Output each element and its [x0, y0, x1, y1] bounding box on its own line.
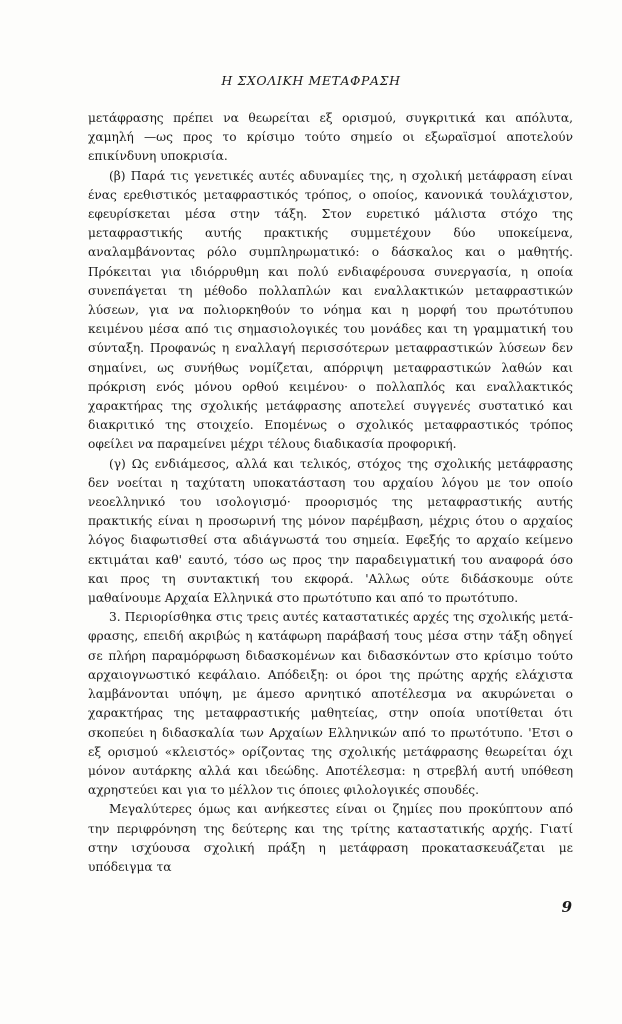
paragraph-continuation: μετάφρασης πρέπει να θεωρείται εξ ορισμού, συγκριτικά και απόλυτα, χαμηλή —ως προς το κρίσιμο τούτο σημείο οι εξωραϊσμοί αποτελούν επικίνδυνη υποκρισία.: [88, 111, 573, 164]
page-number: 9: [561, 898, 572, 916]
running-head-title: Η ΣΧΟΛΙΚΗ ΜΕΤΑΦΡΑΣΗ: [221, 73, 401, 88]
body-text: [88, 109, 573, 877]
paragraph-closing: Μεγαλύτερες όμως και ανήκεστες είναι οι ζημίες που προκύπτουν από την περιφρόνηση της δεύτερης και της τρίτης καταστατικής αρχής. Γιατί στην ισχύουσα σχολική πράξη η μετάφραση προκατασκευάζεται με υπόδειγμα τα: [88, 802, 573, 874]
paragraph-beta: (β) Παρά τις γενετικές αυτές αδυναμίες της, η σχολική μετάφραση είναι ένας ερεθιστικός μεταφραστικός τρόπος, ο οποίος, κανονικά τουλάχιστον, εφευρίσκεται μέσα στην τάξη. Στον ευρετικό μάλιστα στόχο της μεταφραστικής αυτής πρακτικής συμμετέχουν δύο υποκείμενα, αναλαμβάνοντας ρόλο συμπληρωματικό: ο δάσκαλος και ο μαθητής. Πρόκειται για ιδιόρρυθμη και πολύ ενδιαφέρουσα συνεργασία, η οποία συνεπάγεται τη μέθοδο πολλαπλών και εναλλακτικών μεταφραστικών λύσεων, για να πολιορκηθούν το νόημα και η μορφή του πρωτότυπου κειμένου μέσα από τις σημασιολογικές του μονάδες και τη γραμματική του σύνταξη. Προφανώς η εναλλαγή περισσότερων μεταφραστικών λύσεων δεν σημαίνει, ως συνήθως νομίζεται, απόρριψη μεταφραστικών λαθών και πρόκριση ενός μόνου ορθού κειμένου· ο πολλαπλός και εναλλακτικός χαρακτήρας της σχολικής μετάφρασης αποτελεί συγγενές συστατικό και διακριτικό της στοιχείο. Επομένως ο σχολικός μεταφραστικός τρόπος οφείλει να παραμείνει μέχρι τέλους διαδικασία προφορική.: [88, 168, 573, 452]
paragraph-section-3: 3. Περιορίσθηκα στις τρεις αυτές καταστατικές αρχές της σχολικής μετάφρασης, επειδή ακριβώς η κατάφωρη παράβασή τους μέσα στην τάξη οδηγεί σε πλήρη παραμόρφωση διδασκομένων και διδασκόντων στο κρίσιμο τούτο αρχαιογνωστικό κεφάλαιο. Απόδειξη: οι όροι της πρώτης αρχής ελάχιστα λαμβάνονται υπόψη, με άμεσο αρνητικό αποτέλεσμα να ακυρώνεται ο χαρακτήρας της μεταφραστικής μαθητείας, στην οποία υποτίθεται ότι σκοπεύει η διδασκαλία των Αρχαίων Ελληνικών από το πρωτότυπο. 'Ετσι ο εξ ορισμού «κλειστός» ορίζοντας της σχολικής μετάφρασης θεωρείται όχι μόνον αυτάρκης αλλά και ιδεώδης. Αποτέλεσμα: η στρεβλή αυτή υπόθεση αχρηστεύει και για το μέλλον τις όποιες φιλολογικές σπουδές.: [88, 610, 573, 798]
paragraph-gamma: (γ) Ως ενδιάμεσος, αλλά και τελικός, στόχος της σχολικής μετάφρασης δεν νοείται η ταχύτατη υποκατάσταση του αρχαίου λόγου με τον οποίο νεοελληνικό του ισολογισμό· προορισμός της μεταφραστικής αυτής πρακτικής είναι η προσωρινή της μόνον παρέμβαση, μέχρις ότου ο αρχαίος λόγος διαφωτισθεί στα αδιάγνωστά του σημεία. Εφεξής το αρχαίο κείμενο εκτιμάται καθ' εαυτό, τόσο ως προς την παραδειγματική του αναφορά όσο και προς τη συντακτική του εκφορά. 'Αλλως ούτε διδάσκουμε ούτε μαθαίνουμε Αρχαία Ελληνικά στο πρωτότυπο και από το πρωτότυπο.: [88, 456, 573, 606]
